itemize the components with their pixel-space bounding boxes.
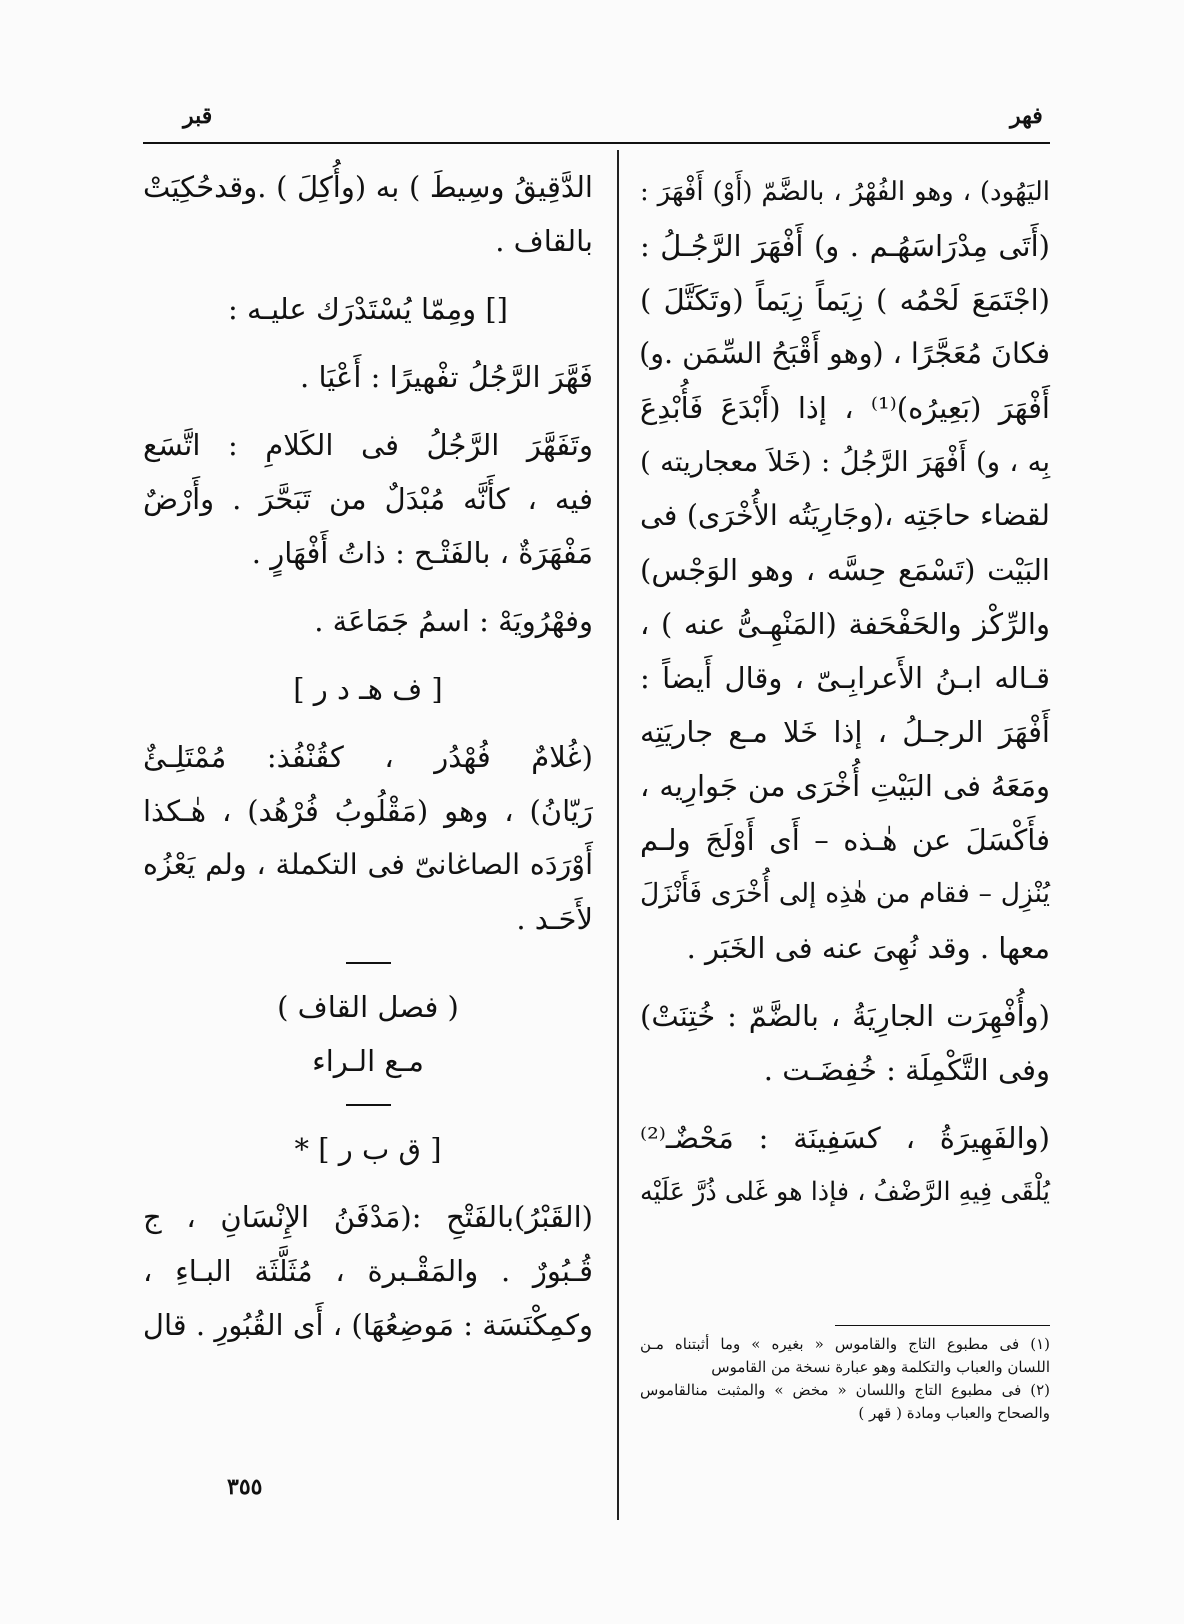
footnote-rule (835, 1325, 1050, 1326)
text-line: فأَكْسَلَ عن هٰـذه – أَى أَوْلَجَ ولـم (640, 823, 1050, 857)
column-divider (617, 150, 619, 1520)
text-line: فَهَّرَ الرَّجُلُ تفْهيرًا : أَعْيَا . (300, 360, 593, 394)
text-line: رَيّانُ) ، وهو (مَقْلُوبُ فُرْهُد) ، هٰـكذا (143, 794, 593, 828)
text-line: يُلْقَى فِيهِ الرَّضْفُ ، فإذا هو غَلى ذُرَّ عَلَيْه (639, 1177, 1050, 1207)
right-column (640, 165, 1050, 1219)
footnotes (640, 1333, 1050, 1425)
text-line: لأَحَـد . (516, 902, 593, 936)
text-line: أَوْرَدَه الصاغانىّ فى التكملة ، ولم يَعْزُه (143, 848, 593, 881)
text-line: فكانَ مُعَجَّرًا ، (وهو أَقْبَحُ السِّمَن .و) (639, 337, 1050, 370)
paragraph-gap (143, 648, 593, 662)
text-line: (القَبْرُ)بالفَتْحِ :(مَدْفَنُ الإِنْسَانِ ، ج (143, 1200, 593, 1234)
entry-heading: [ ف هـ د ر ] (293, 672, 443, 706)
text-line: وكمِكْنَسَة : مَوضِعُهَا) ، أَى القُبُورِ . قال (142, 1308, 593, 1342)
mustadrak-heading: [] ومِمّا يُسْتَدْرَك عليـه : (228, 292, 508, 326)
paragraph-gap (640, 1097, 1050, 1111)
text-line: مَفْهَرَةٌ ، بالفَتْـح : ذاتُ أَفْهَارٍ . (251, 536, 593, 570)
running-head-right: فهر (1010, 103, 1043, 129)
text-line: لقضاء حاجَتِه ،(وجَارِيَتُه الأُخْرَى) فى (640, 499, 1050, 532)
text-line: وتَفَهَّرَ الرَّجُلُ فى الكَلامِ : اتَّسَع (143, 428, 593, 462)
text-line: (غُلامٌ فُهْدُر ، كقُنْفُذ: مُمْتَلِـئٌ (143, 740, 593, 774)
text-line: فيه ، كأَنَّه مُبْدَلٌ من تَبَحَّرَ . وأَرْضٌ (143, 482, 593, 516)
footnote-line: اللسان والعباب والتكلمة وهو عبارة نسخة من القاموس (711, 1358, 1050, 1376)
text-line: (أَتَى مِدْرَاسَهُـم . و) أَفْهَرَ الرَّجُـلُ : (640, 229, 1050, 263)
section-separator (346, 1104, 391, 1106)
text-line: والرِّكْز والحَفْحَفة (المَنْهِـىُّ عنه ) ، (640, 607, 1050, 641)
text-line: (اجْتَمَعَ لَحْمُه ) زِيَماً زِيَماً (وتَكَتَّلَ ) (640, 283, 1050, 317)
paragraph-gap (143, 404, 593, 418)
paragraph-gap (143, 1176, 593, 1190)
text-line: البَيْت (تَسْمَع حِسَّه ، وهو الوَجْس) (640, 553, 1050, 587)
footnote-line: (٢) فى مطبوع التاج واللسان « مخض » والمثبت منالقاموس (640, 1381, 1050, 1399)
footnote-line: والصحاح والعباب ومادة ( قهر ) (858, 1404, 1050, 1422)
text-line: وفى التَّكْمِلَة : خُفِضَـت . (763, 1053, 1050, 1087)
page-number: ٣٥٥ (227, 1474, 263, 1500)
text-line: بالقاف . (495, 224, 593, 258)
section-subtitle: مـع الـراء (312, 1044, 424, 1078)
paragraph-gap (143, 580, 593, 594)
text-line: وفهْرُويَهْ : اسمُ جَمَاعَة . (314, 604, 593, 638)
section-title: ( فصل القاف ) (277, 990, 459, 1024)
text-line: معها . وقد نُهِىَ عنه فى الخَبَر . (686, 931, 1050, 965)
footnote-line: (١) فى مطبوع التاج والقاموس « بغيره » وما أثبتناه مـن (640, 1335, 1050, 1353)
left-column (143, 160, 593, 1352)
text-line: أَفْهَرَ (بَعِيرُه)⁽¹⁾ ، إذا (أَبْدَعَ فَأُبْدِعَ (640, 391, 1050, 425)
section-separator (346, 962, 391, 964)
paragraph-gap (640, 975, 1050, 989)
paragraph-gap (143, 336, 593, 350)
paragraph-gap (143, 716, 593, 730)
text-line: أَفْهَرَ الرجـلُ ، إذا خَلا مـع جاريَتِه (640, 715, 1050, 749)
text-line: (وأُفْهِرَت الجارِيَةُ ، بالضَّمّ : خُتِنَتْ) (640, 999, 1050, 1033)
text-line: قُـبُورٌ . والمَقْـبرة ، مُثَلَّثَة البـاءِ ، (143, 1254, 593, 1288)
running-head-left: قبر (183, 103, 213, 129)
header-rule (143, 142, 1050, 144)
text-line: يُنْزِل – فقام من هٰذِه إلى أُخْرَى فَأَنْزَلَ (640, 878, 1050, 909)
text-line: اليَهُود) ، وهو الفُهْرُ ، بالضَّمّ (أَوْ) أَفْهَرَ : (640, 177, 1050, 207)
text-line: ومَعَهُ فى البَيْتِ أُخْرَى من جَوارِيه ، (640, 769, 1050, 803)
text-line: قـاله ابـنُ الأَعرابِـىّ ، وقال أَيضاً : (640, 661, 1050, 695)
entry-heading: [ ق ب ر ] * (294, 1132, 442, 1166)
paragraph-gap (143, 268, 593, 282)
text-line: بِه ، و) أَفْهَرَ الرَّجُلُ : (خَلاَ معجاريته ) (640, 446, 1050, 478)
text-line: (والفَهِيرَةُ ، كسَفِينَة : مَحْضٌـ⁽²⁾ (640, 1121, 1050, 1155)
text-line: الدَّقِيقُ وسِيطَ ) به (وأُكِلَ ) .وقدحُكِيَتْ (143, 170, 593, 204)
